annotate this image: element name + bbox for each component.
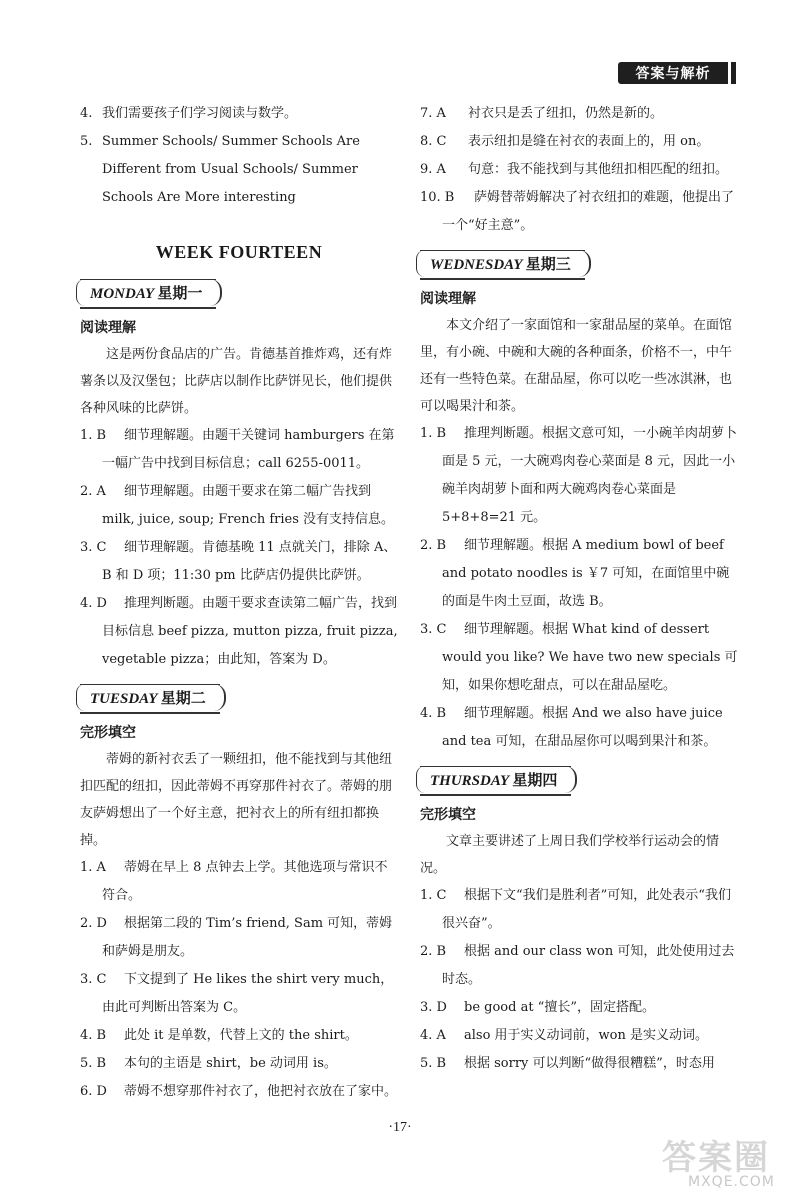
answer-key: 9. A <box>420 162 446 177</box>
day-en: THURSDAY <box>430 773 509 789</box>
day-banner-monday <box>80 279 216 309</box>
answer-key: 2. D <box>80 916 107 931</box>
answer-key: 4. B <box>420 706 447 721</box>
answer-key: 5. B <box>80 1056 107 1071</box>
answer-item <box>80 590 398 674</box>
answer-key: 8. C <box>420 134 447 149</box>
item-number: 4. <box>80 106 93 121</box>
day-banner-thursday <box>420 766 571 796</box>
answer-key: 4. D <box>80 596 107 611</box>
answer-text: 细节理解题。根据 And we also have juice and tea 可知，在甜品屋你可以喝到果汁和茶。 <box>442 706 723 749</box>
answer-item <box>420 128 740 156</box>
answer-key: 3. D <box>420 1000 447 1015</box>
answer-key: 4. A <box>420 1028 446 1043</box>
day-cn: 星期二 <box>160 689 206 707</box>
answer-key: 3. C <box>80 972 107 987</box>
day-en: WEDNESDAY <box>430 257 522 273</box>
answer-text: also 用于实义动词前，won 是实义动词。 <box>464 1028 708 1043</box>
answer-key: 3. C <box>80 540 107 555</box>
left-column <box>80 100 398 1106</box>
answer-item <box>420 994 740 1022</box>
header-bar <box>731 62 736 84</box>
answer-text: 根据下文“我们是胜利者”可知，此处表示“我们很兴奋”。 <box>442 888 731 931</box>
answer-item <box>420 100 740 128</box>
answer-item <box>80 910 398 966</box>
item-text: Summer Schools/ Summer Schools Are Different from Usual Schools/ Summer Schools Are More interesting <box>102 134 360 205</box>
header-tab-label: 答案与解析 <box>635 66 711 82</box>
day-en: TUESDAY <box>90 691 157 707</box>
section-header-tab <box>618 62 728 84</box>
answer-item <box>420 1022 740 1050</box>
answer-text: 蒂姆不想穿那件衬衣了，他把衬衣放在了家中。 <box>124 1084 398 1099</box>
answer-item <box>80 534 398 590</box>
passage-summary: 本文介绍了一家面馆和一家甜品屋的菜单。在面馆里，有小碗、中碗和大碗的各种面条，价格不一，中午还有一些特色菜。在甜品屋，你可以吃一些冰淇淋，也可以喝果汁和茶。 <box>420 318 733 414</box>
watermark-url: MXQE.COM <box>688 1174 775 1190</box>
answer-item <box>420 882 740 938</box>
watermark-main: 答案圈 <box>662 1138 770 1178</box>
week-title: WEEK FOURTEEN <box>155 242 323 262</box>
answer-text: 根据 sorry 可以判断“做得很糟糕”，时态用 <box>464 1056 715 1071</box>
answer-item <box>80 478 398 534</box>
day-cn: 星期一 <box>157 284 203 302</box>
answer-item <box>420 616 740 700</box>
answer-item <box>420 700 740 756</box>
answer-text: 根据第二段的 Tim’s friend, Sam 可知，蒂姆和萨姆是朋友。 <box>102 916 393 959</box>
answer-text: 细节理解题。由题干关键词 hamburgers 在第一幅广告中找到目标信息；call 6255-0011。 <box>102 428 395 471</box>
answer-item <box>420 184 740 240</box>
answer-key: 7. A <box>420 106 446 121</box>
answer-item <box>80 1022 398 1050</box>
answer-key: 4. B <box>80 1028 107 1043</box>
answer-key: 3. C <box>420 622 447 637</box>
passage-summary: 文章主要讲述了上周日我们学校举行运动会的情况。 <box>420 834 720 876</box>
answer-key: 1. C <box>420 888 447 903</box>
answer-item <box>420 1050 740 1078</box>
answer-item <box>80 854 398 910</box>
answer-item <box>80 1078 398 1106</box>
answer-key: 6. D <box>80 1084 107 1099</box>
answer-key: 1. A <box>80 860 106 875</box>
answer-text: 推理判断题。由题干要求查读第二幅广告，找到目标信息 beef pizza, mutton pizza, fruit pizza, vegetable pizza；由此知，答案为 D。 <box>102 596 398 667</box>
answer-key: 1. B <box>80 428 107 443</box>
answer-key: 2. B <box>420 538 447 553</box>
answer-text: 细节理解题。根据 A medium bowl of beef and potato noodles is ￥7 可知，在面馆里中碗的面是牛肉土豆面，故选 B。 <box>442 538 730 609</box>
day-cn: 星期四 <box>512 771 558 789</box>
answer-text: 推理判断题。根据文意可知，一小碗羊肉胡萝卜面是 5 元，一大碗鸡肉卷心菜面是 8 元，因此一小碗羊肉胡萝卜面和两大碗鸡肉卷心菜面是 5+8+8=21 元。 <box>442 426 738 525</box>
answer-key: 1. B <box>420 426 447 441</box>
day-en: MONDAY <box>90 286 154 302</box>
day-banner-wednesday <box>420 250 585 280</box>
answer-text: 细节理解题。肯德基晚 11 点就关门，排除 A、B 和 D 项；11:30 pm 比萨店仍提供比萨饼。 <box>102 540 397 583</box>
answer-key: 2. B <box>420 944 447 959</box>
answer-key: 5. B <box>420 1056 447 1071</box>
item-number: 5. <box>80 134 93 149</box>
section-heading: 阅读理解 <box>420 291 476 307</box>
page-number: ·17· <box>388 1120 412 1135</box>
answer-item <box>80 422 398 478</box>
answer-item <box>420 420 740 532</box>
answer-text: 本句的主语是 shirt，be 动词用 is。 <box>124 1056 337 1071</box>
day-cn: 星期三 <box>525 255 571 273</box>
answer-text: 细节理解题。根据 What kind of dessert would you like? We have two new specials 可知，如果你想吃甜点，可以在甜品屋吃。 <box>442 622 738 693</box>
answer-item <box>420 938 740 994</box>
answer-text: 衬衣只是丢了纽扣，仍然是新的。 <box>468 106 664 121</box>
answer-text: 根据 and our class won 可知，此处使用过去时态。 <box>442 944 735 987</box>
answer-text: 此处 it 是单数，代替上文的 the shirt。 <box>124 1028 358 1043</box>
answer-text: 表示纽扣是缝在衬衣的表面上的，用 on。 <box>468 134 710 149</box>
answer-text: 细节理解题。由题干要求在第二幅广告找到 milk, juice, soup; French fries 没有支持信息。 <box>102 484 395 527</box>
answer-text: 蒂姆在早上 8 点钟去上学。其他选项与常识不符合。 <box>102 860 388 903</box>
answer-key: 2. A <box>80 484 106 499</box>
answer-item <box>420 532 740 616</box>
answer-key: 10. B <box>420 190 455 205</box>
section-heading: 完形填空 <box>420 807 476 823</box>
answer-text: be good at “擅长”，固定搭配。 <box>464 1000 655 1015</box>
answer-text: 下文提到了 He likes the shirt very much，由此可判断出答案为 C。 <box>102 972 394 1015</box>
answer-text: 萨姆替蒂姆解决了衬衣纽扣的难题，他提出了一个“好主意”。 <box>442 190 735 233</box>
answer-item <box>80 1050 398 1078</box>
right-column <box>420 100 740 1078</box>
passage-summary: 蒂姆的新衬衣丢了一颗纽扣，他不能找到与其他纽扣匹配的纽扣，因此蒂姆不再穿那件衬衣了。蒂姆的朋友萨姆想出了一个好主意，把衬衣上的所有纽扣都换掉。 <box>80 752 393 848</box>
day-banner-tuesday <box>80 684 220 714</box>
intro-item <box>80 100 398 128</box>
answer-item <box>80 966 398 1022</box>
section-heading: 完形填空 <box>80 725 136 741</box>
answer-item <box>420 156 740 184</box>
item-text: 我们需要孩子们学习阅读与数学。 <box>102 106 298 121</box>
watermark-logo <box>662 1130 792 1194</box>
intro-item <box>80 128 398 212</box>
answer-text: 句意：我不能找到与其他纽扣相匹配的纽扣。 <box>468 162 729 177</box>
passage-summary: 这是两份食品店的广告。肯德基首推炸鸡，还有炸薯条以及汉堡包；比萨店以制作比萨饼见长，他们提供各种风味的比萨饼。 <box>80 347 393 416</box>
section-heading: 阅读理解 <box>80 320 136 336</box>
